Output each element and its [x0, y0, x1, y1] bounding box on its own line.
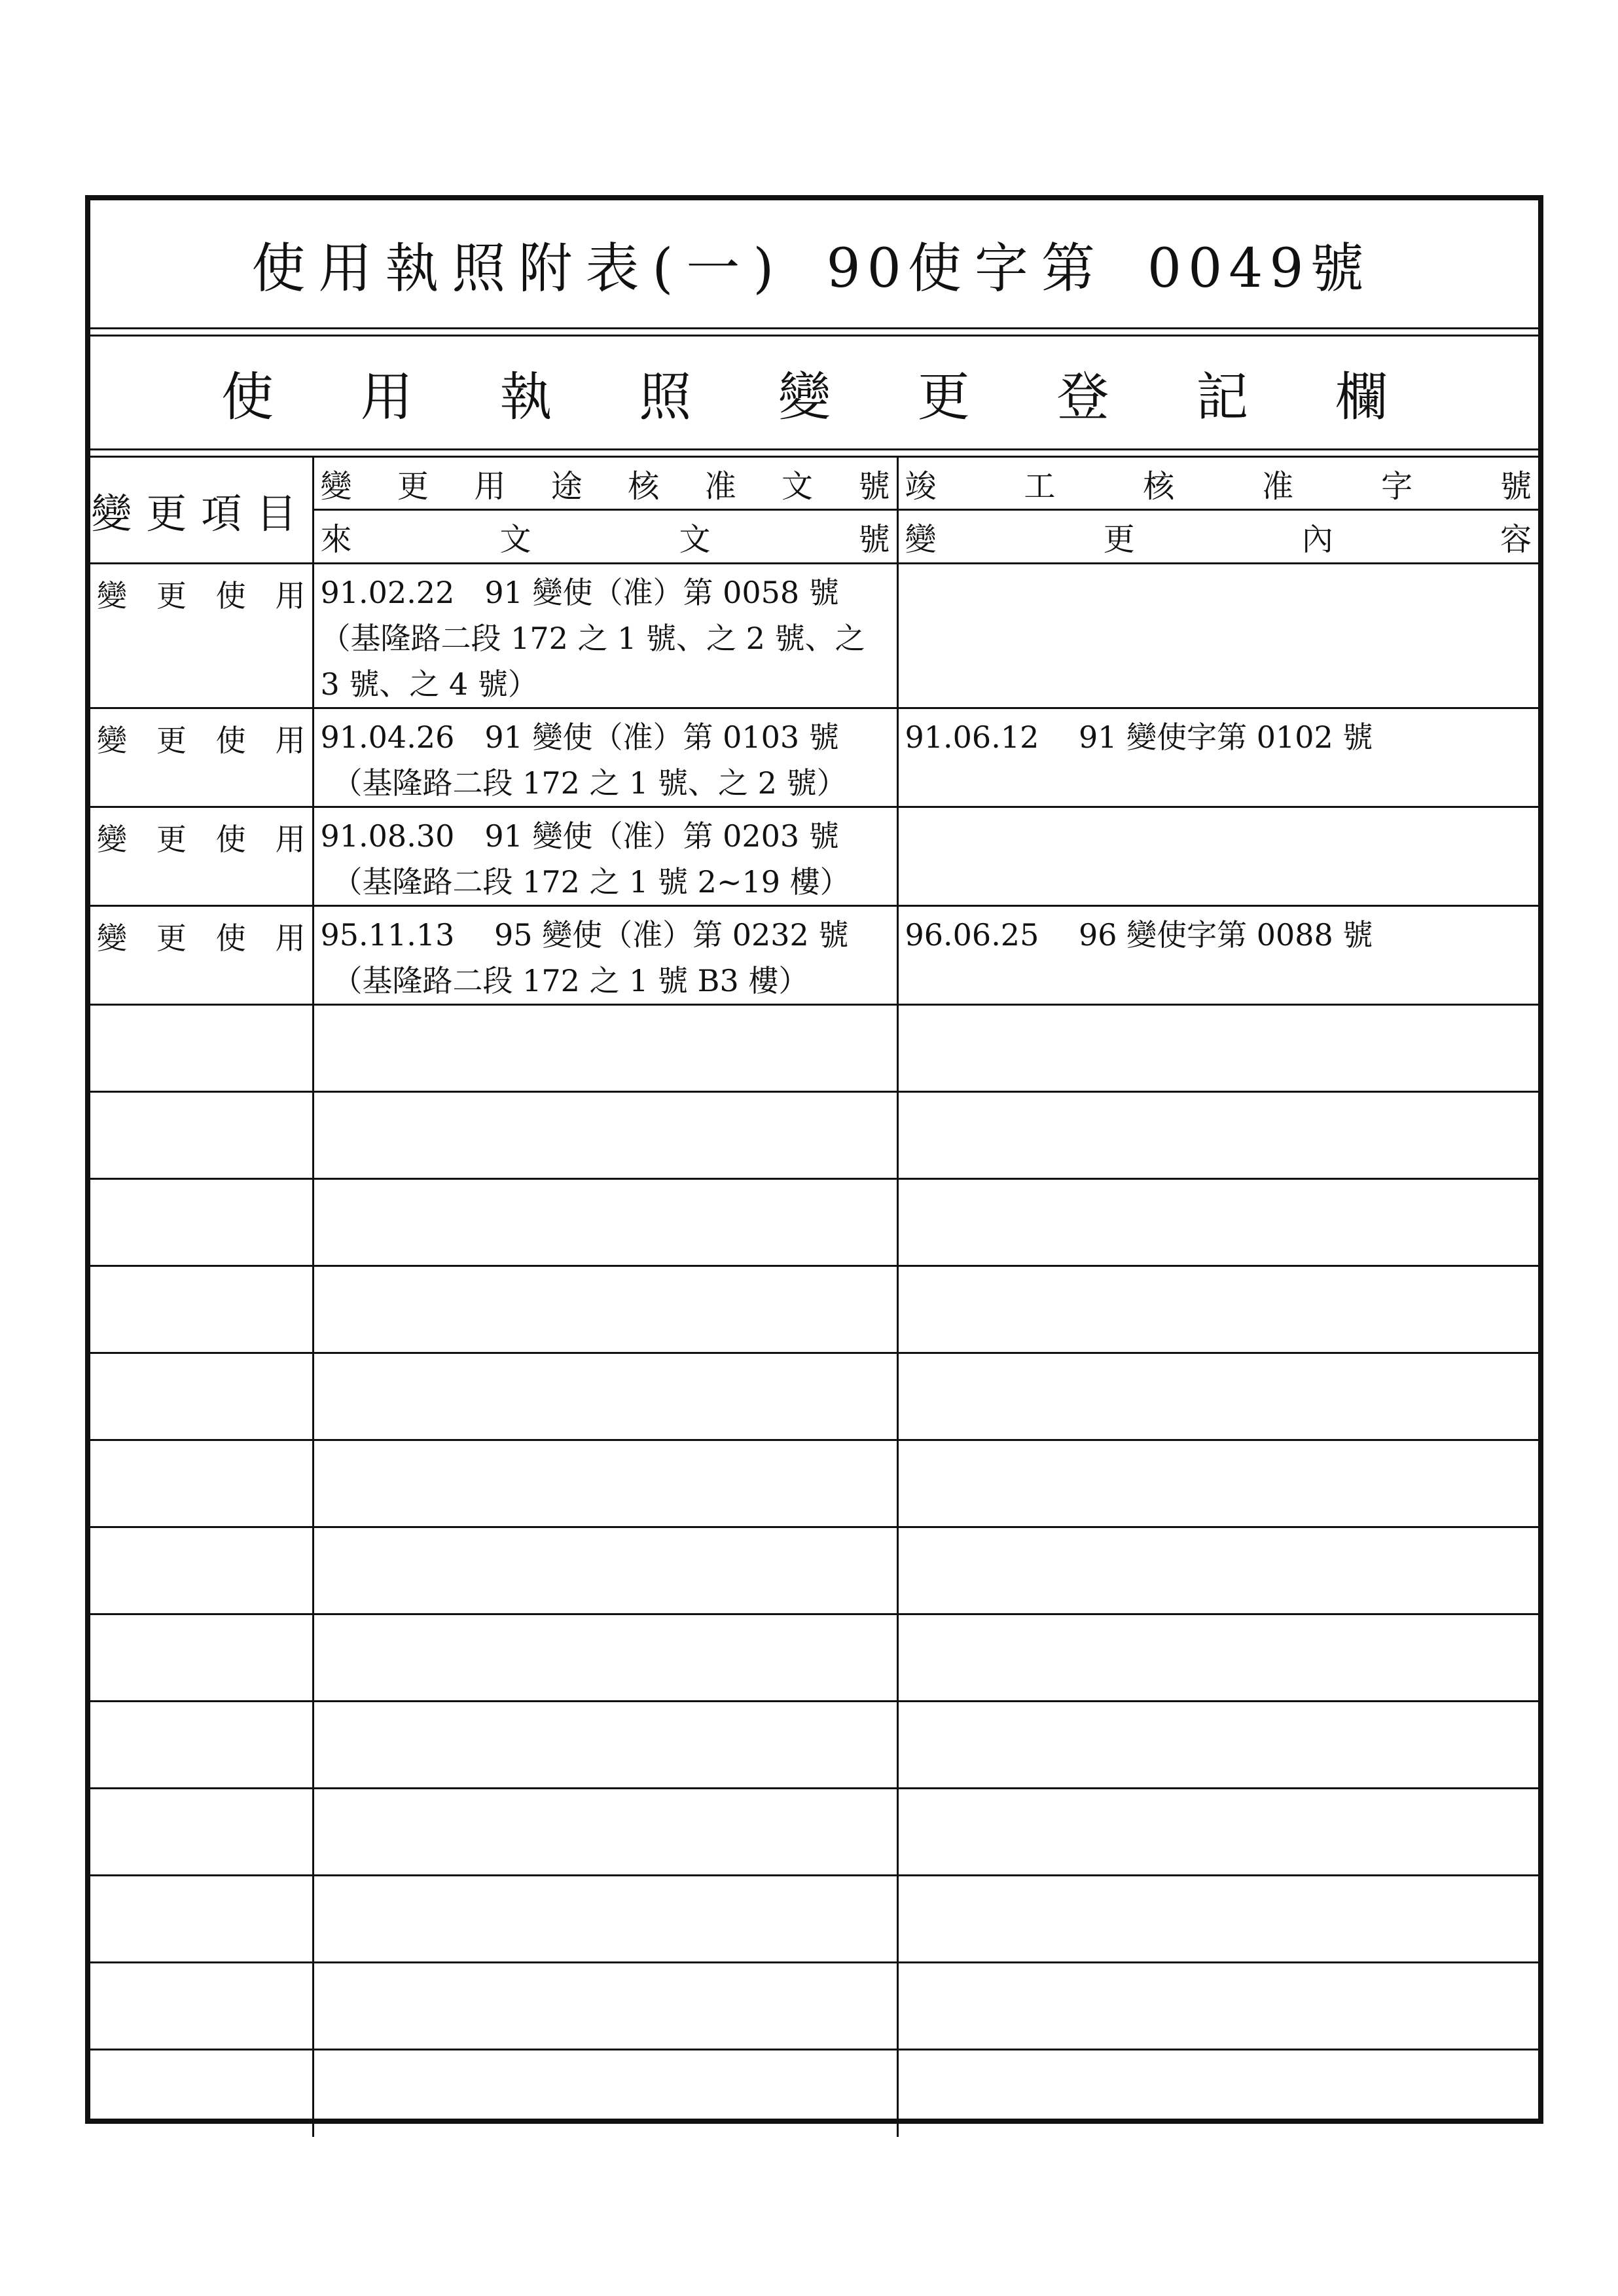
title-end: 號 — [1310, 237, 1377, 300]
empty-row — [90, 1789, 1538, 1876]
subtitle-char: 執 — [499, 367, 552, 428]
empty-row — [90, 1963, 1538, 2050]
row-item: 變 更 使 用 — [90, 564, 313, 708]
row-approval: 91.08.30 91 變使（准）第 0203 號 （基隆路二段 172 之 1 號 2~19 樓） — [313, 807, 897, 906]
row-item: 變 更 使 用 — [90, 807, 313, 906]
empty-row — [90, 1092, 1538, 1179]
registration-table — [90, 456, 1538, 2137]
subtitle-char: 變 — [778, 367, 831, 428]
title-prefix: 使用執照附表 — [251, 237, 653, 300]
row-completion — [897, 564, 1538, 708]
empty-row — [90, 1266, 1538, 1353]
empty-row — [90, 1702, 1538, 1789]
subtitle-char: 更 — [917, 367, 970, 428]
row-approval: 91.02.22 91 變使（准）第 0058 號 （基隆路二段 172 之 1 號、之 2 號、之 3 號、之 4 號） — [313, 564, 897, 708]
header-completion-number: 竣 工 核 准 字 號 — [897, 457, 1538, 510]
subtitle-char: 記 — [1196, 367, 1249, 428]
form-title — [90, 200, 1538, 329]
subtitle-char: 欄 — [1335, 367, 1388, 428]
header-change-content: 變 更 內 容 — [897, 510, 1538, 564]
title-code: 0049 — [1147, 237, 1310, 300]
row-completion: 91.06.12 91 變使字第 0102 號 — [897, 708, 1538, 807]
empty-row — [90, 1440, 1538, 1527]
title-paren: (一) — [652, 237, 787, 300]
table-row — [90, 906, 1538, 1005]
empty-row — [90, 1614, 1538, 1702]
header-row — [90, 457, 1538, 510]
row-approval: 91.04.26 91 變使（准）第 0103 號 （基隆路二段 172 之 1 號、之 2 號） — [313, 708, 897, 807]
table-row — [90, 708, 1538, 807]
license-annex-form — [85, 195, 1543, 2124]
subtitle-char: 用 — [360, 367, 413, 428]
empty-row — [90, 1876, 1538, 1963]
empty-row — [90, 1179, 1538, 1266]
row-approval: 95.11.13 95 變使（准）第 0232 號 （基隆路二段 172 之 1 號 B3 樓） — [313, 906, 897, 1005]
header-approval-number: 變 更 用 途 核 准 文 號 — [313, 457, 897, 510]
subtitle-char: 照 — [639, 367, 692, 428]
table-row — [90, 564, 1538, 708]
subtitle-char: 使 — [221, 367, 274, 428]
row-completion — [897, 807, 1538, 906]
form-subtitle — [90, 335, 1538, 450]
table-row — [90, 807, 1538, 906]
header-incoming-number: 來 文 文 號 — [313, 510, 897, 564]
header-item: 變更項目 — [90, 457, 313, 564]
empty-row — [90, 1005, 1538, 1092]
row-item: 變 更 使 用 — [90, 906, 313, 1005]
row-item: 變 更 使 用 — [90, 708, 313, 807]
row-completion: 96.06.25 96 變使字第 0088 號 — [897, 906, 1538, 1005]
subtitle-char: 登 — [1056, 367, 1109, 428]
empty-row — [90, 1527, 1538, 1614]
title-number: 90 — [826, 237, 908, 300]
empty-row — [90, 1353, 1538, 1440]
title-suffix: 使字第 — [907, 237, 1108, 300]
empty-row — [90, 2050, 1538, 2137]
